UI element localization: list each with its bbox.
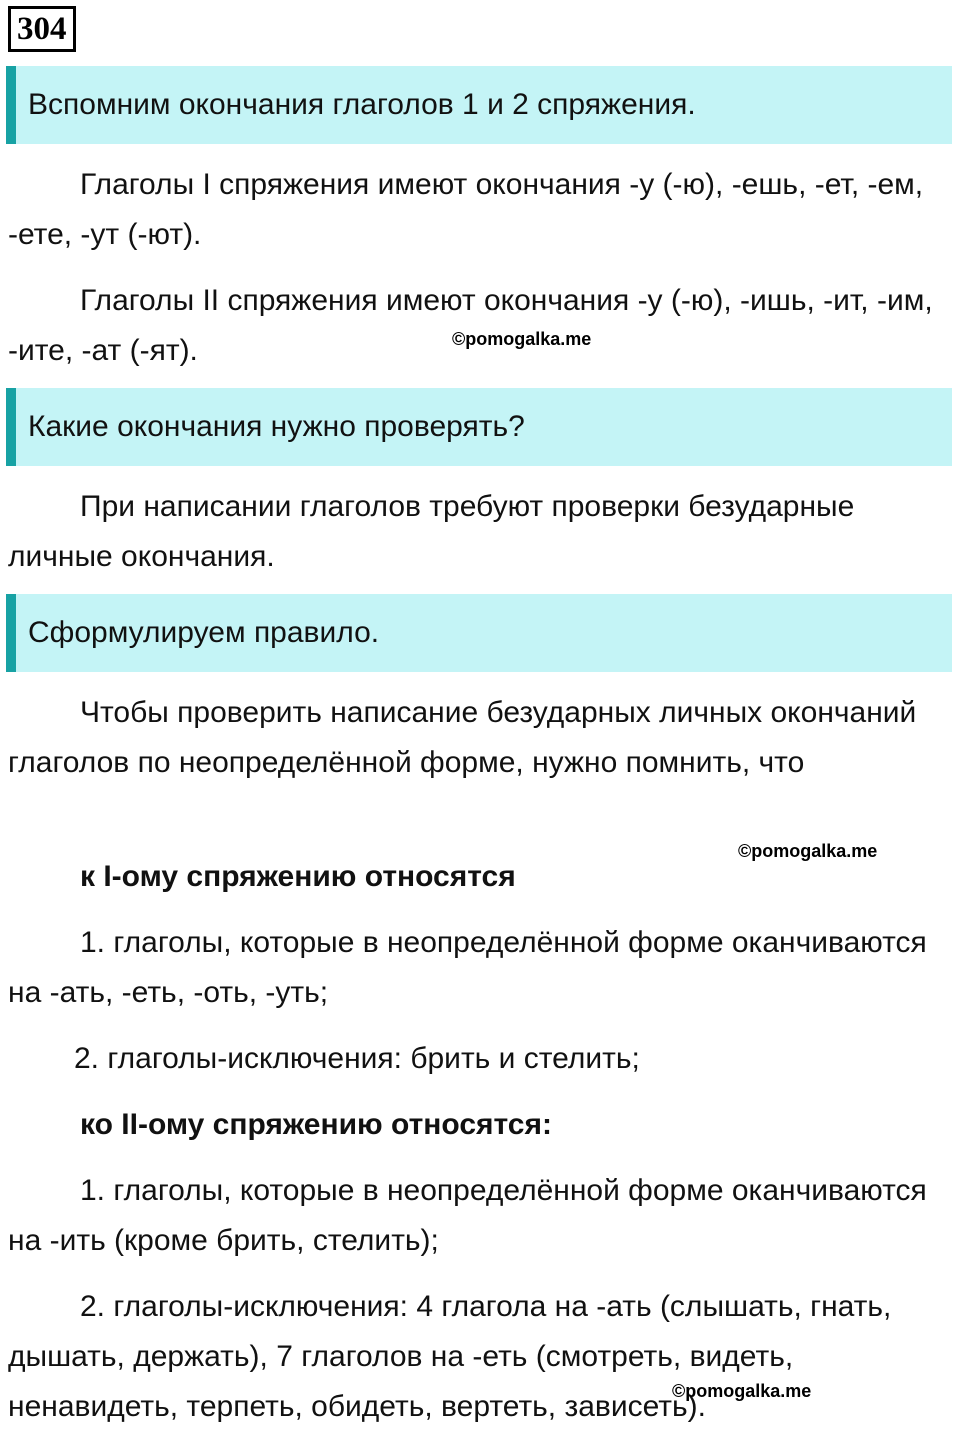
conjugation-1-title (8, 852, 944, 902)
conjugation-1-item-2 (8, 1034, 944, 1084)
paragraph-conjugation-2 (8, 276, 944, 376)
conjugation-2-title (8, 1100, 944, 1150)
paragraph-conjugation-1-text: Глаголы I спряжения имеют окончания -у (-ю), -ешь, -ет, -ем, -ете, -ут (-ют). (8, 168, 924, 251)
watermark: ©pomogalka.me (672, 1381, 812, 1401)
watermark: ©pomogalka.me (452, 329, 592, 349)
section-heading-endings: Вспомним окончания глаголов 1 и 2 спряжения. (6, 66, 952, 144)
section-heading-rule: Сформулируем правило. (6, 594, 952, 672)
conjugation-1-item-2-text: 2. глаголы-исключения: брить и стелить; (74, 1042, 640, 1075)
paragraph-rule-intro-text: Чтобы проверить написание безударных личных окончаний глаголов по неопределённой форме, нужно помнить, что (8, 696, 917, 779)
paragraph-check (8, 482, 944, 582)
conjugation-1-item-1-text: 1. глаголы, которые в неопределённой форме оканчиваются на -ать, -еть, -оть, -уть; (8, 926, 927, 1009)
paragraph-conjugation-2-text: Глаголы II спряжения имеют окончания -у (-ю), -ишь, -ит, -им, -ите, -ат (-ят). (8, 284, 933, 367)
section-heading-check: Какие окончания нужно проверять? (6, 388, 952, 466)
conjugation-2-item-1-text: 1. глаголы, которые в неопределённой форме оканчиваются на -ить (кроме брить, стелить); (8, 1174, 927, 1257)
paragraph-check-text: При написании глаголов требуют проверки безударные личные окончания. (8, 490, 855, 573)
conjugation-1-title-text: к I-ому спряжению относятся (80, 860, 516, 893)
watermark: ©pomogalka.me (738, 841, 878, 861)
conjugation-2-title-text: ко II-ому спряжению относятся: (80, 1108, 552, 1141)
paragraph-rule-intro (8, 688, 944, 788)
conjugation-1-item-1 (8, 918, 944, 1018)
conjugation-2-item-2 (8, 1282, 944, 1432)
conjugation-2-item-2-text: 2. глаголы-исключения: 4 глагола на -ать (слышать, гнать, дышать, держать), 7 глаголов на -еть (смотреть, видеть, ненавидеть, терпеть, обидеть, вертеть, зависеть). (8, 1290, 892, 1423)
exercise-number: 304 (8, 6, 76, 52)
paragraph-conjugation-1 (8, 160, 944, 260)
conjugation-2-item-1 (8, 1166, 944, 1266)
